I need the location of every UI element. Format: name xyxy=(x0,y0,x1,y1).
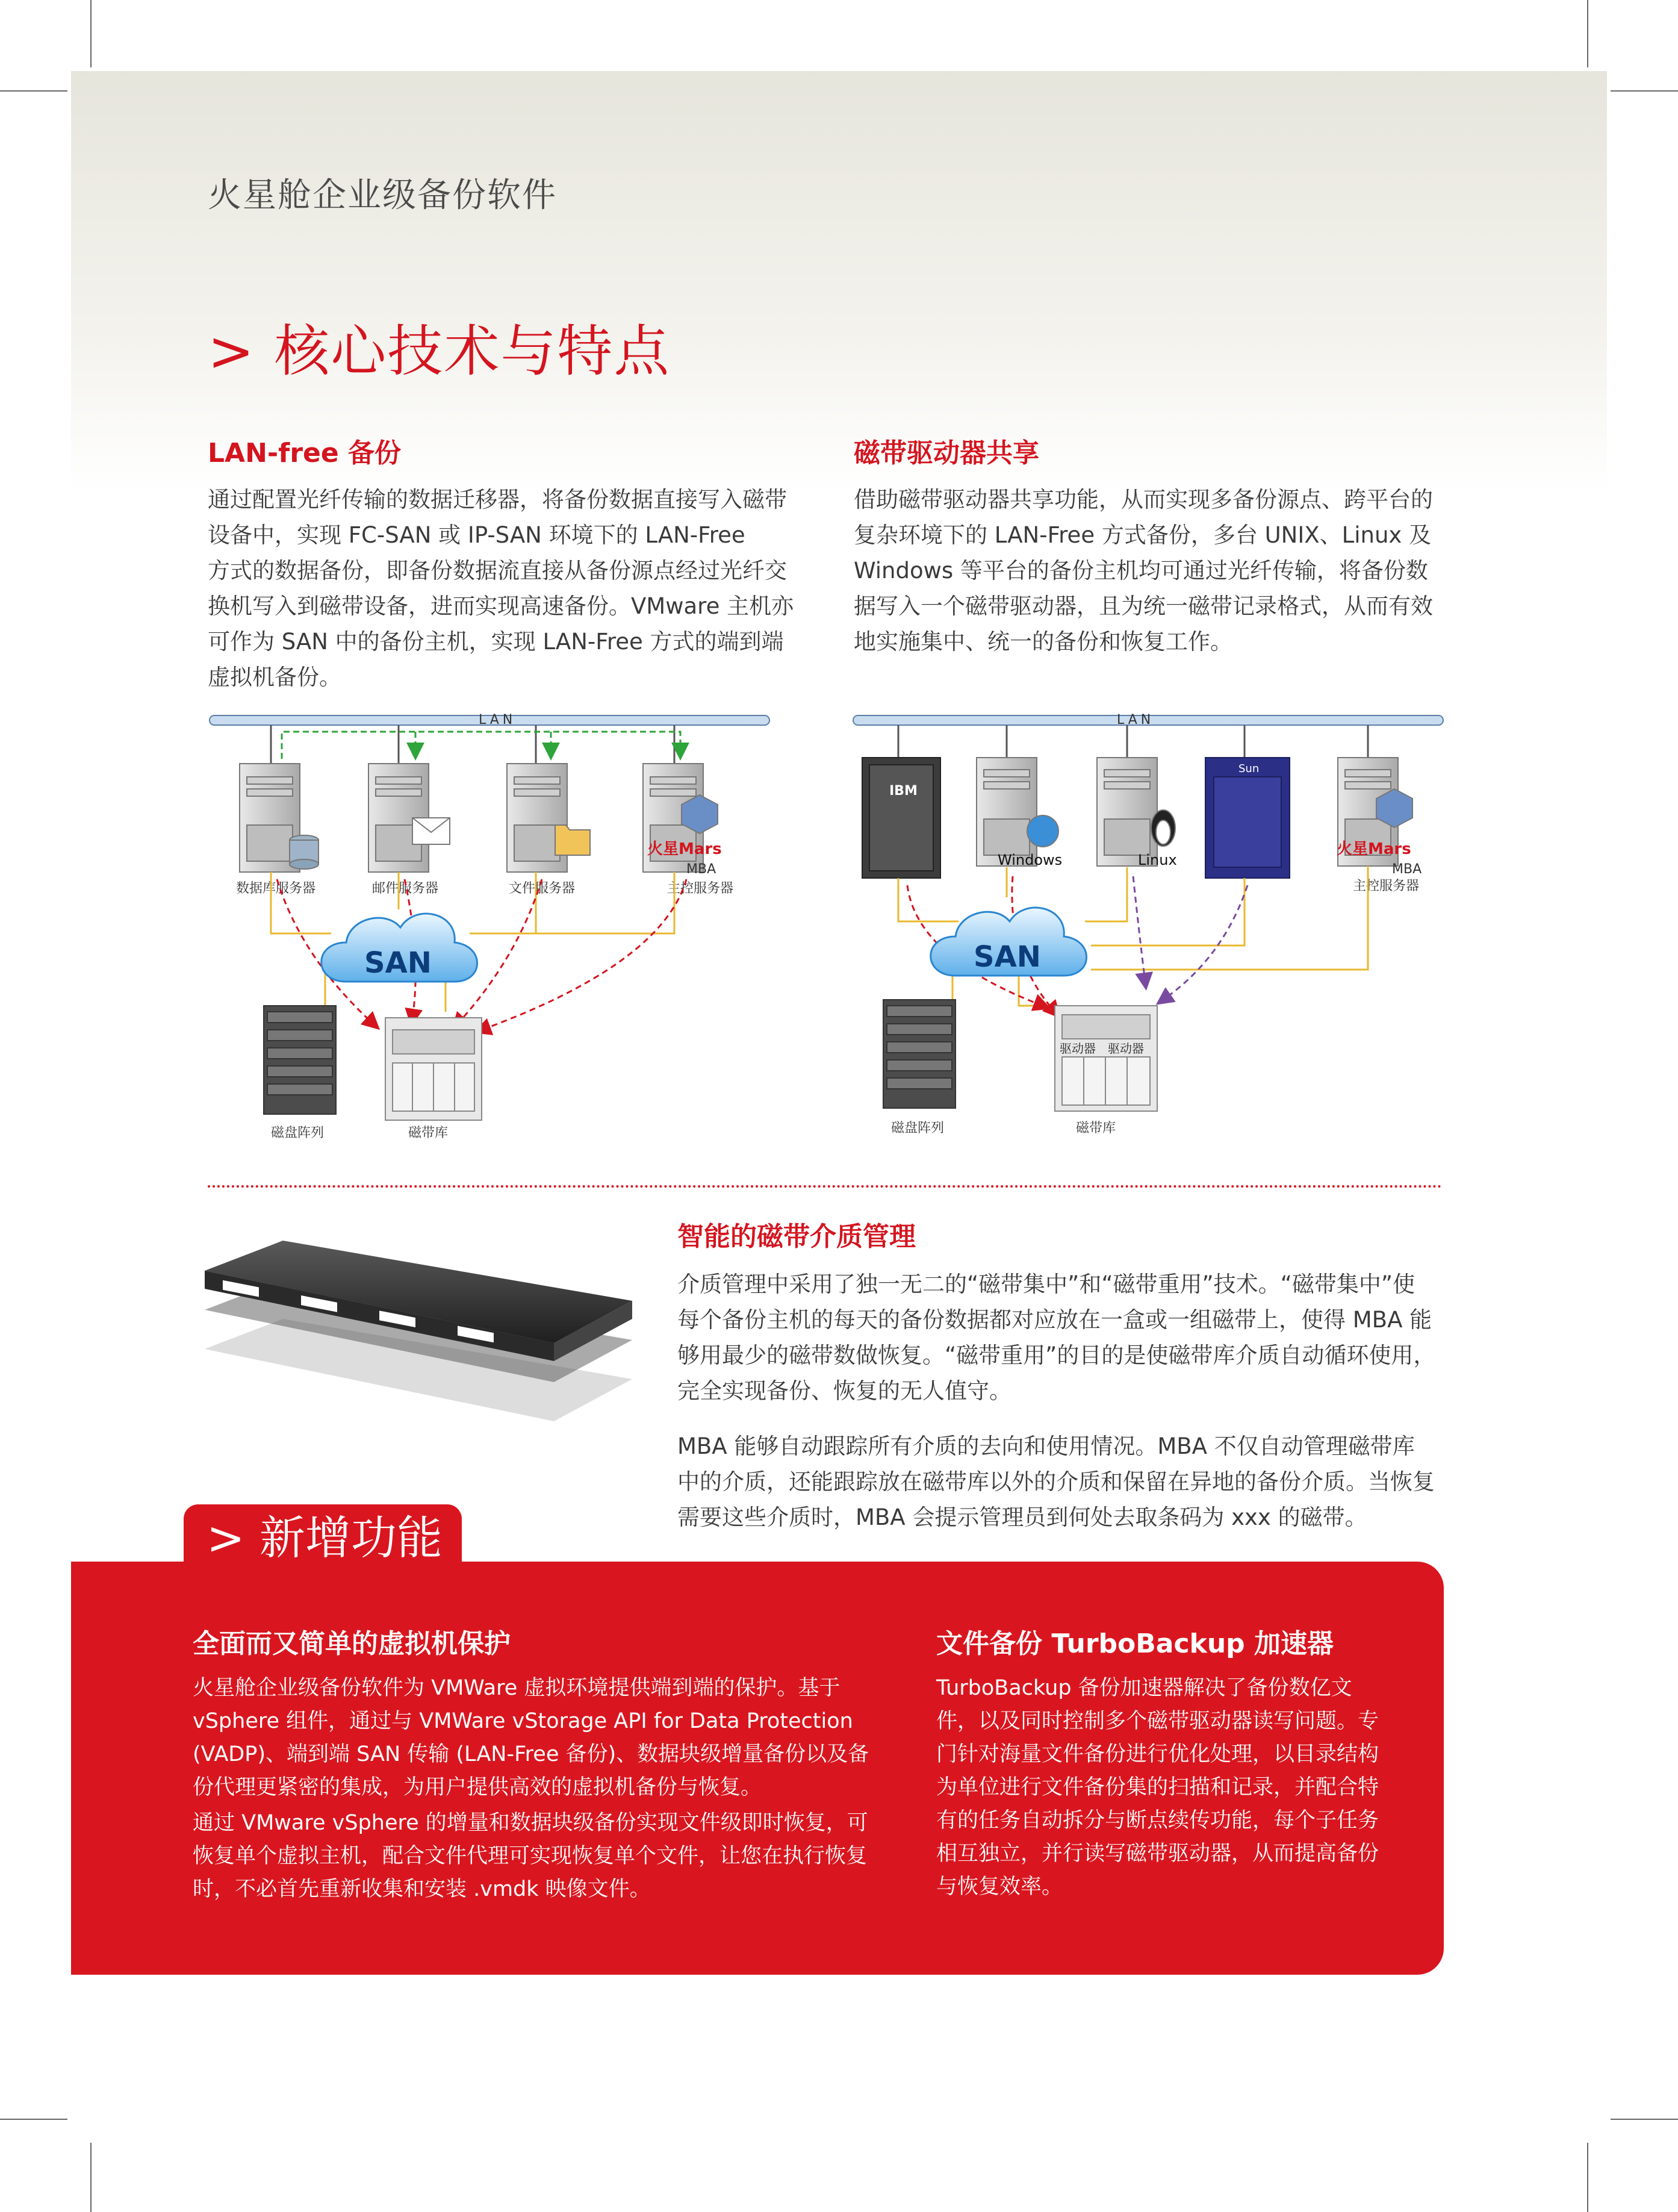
text-line: 够用最少的磁带数做恢复。“磁带重用”的目的是使磁带库介质自动循环使用， xyxy=(677,1342,1436,1368)
crop-mark xyxy=(1587,2143,1588,2212)
sun-label: Sun xyxy=(1238,762,1260,775)
windows-server xyxy=(977,758,1058,866)
text-line: 通过 VMware vSphere 的增量和数据块级备份实现文件级即时恢复，可 xyxy=(193,1811,868,1835)
mba-label: MBA xyxy=(1392,862,1422,877)
mail-server xyxy=(368,764,450,872)
text-line: 完全实现备份、恢复的无人值守。 xyxy=(677,1378,1011,1404)
text-line: TurboBackup 备份加速器解决了备份数亿文 xyxy=(936,1676,1352,1700)
crop-mark xyxy=(1611,90,1678,92)
san-label: SAN xyxy=(364,946,432,980)
text-line: 需要这些介质时，MBA 会提示管理员到何处去取条码为 xxx 的磁带。 xyxy=(677,1504,1367,1530)
linux-server xyxy=(1097,758,1175,866)
master-server-label: 主控服务器 xyxy=(667,881,734,896)
text-line: 门针对海量文件备份进行优化处理，以目录结构 xyxy=(936,1742,1379,1766)
text-line: 为单位进行文件备份集的扫描和记录，并配合特 xyxy=(936,1775,1379,1799)
text-line: 有的任务自动拆分与断点续传功能，每个子任务 xyxy=(936,1809,1379,1833)
text-line: 份代理更紧密的集成，为用户提供高效的虚拟机备份与恢复。 xyxy=(193,1775,762,1799)
media-paragraph-2 xyxy=(677,1428,1445,1535)
mba-label: MBA xyxy=(686,862,716,877)
text-line: 恢复单个虚拟主机，配合文件代理可实现恢复单个文件，让您在执行恢复 xyxy=(193,1844,868,1868)
text-line: vSphere 组件，通过与 VMWare vStorage API for Data Protection xyxy=(193,1709,853,1733)
vm-protection-title: 全面而又简单的虚拟机保护 xyxy=(193,1628,511,1659)
media-paragraph-1 xyxy=(677,1266,1445,1409)
text-line: 借助磁带驱动器共享功能，从而实现多备份源点、跨平台的 xyxy=(854,487,1433,512)
database-server-label: 数据库服务器 xyxy=(236,881,316,896)
sun-server xyxy=(1205,758,1290,878)
database-server xyxy=(240,764,319,872)
san-cloud xyxy=(322,914,477,982)
mars-logo: 火星Mars xyxy=(647,840,722,858)
drive-label-2: 驱动器 xyxy=(1108,1041,1144,1056)
tapeshare-paragraph xyxy=(854,482,1444,659)
text-line: 设备中，实现 FC-SAN 或 IP-SAN 环境下的 LAN-Free xyxy=(208,522,745,548)
disk-array xyxy=(883,1000,956,1108)
text-line: 复杂环境下的 LAN-Free 方式备份，多台 UNIX、Linux 及 xyxy=(854,522,1432,548)
lan-label: LAN xyxy=(479,712,517,727)
tape-library xyxy=(1055,1006,1157,1111)
turbobackup-title: 文件备份 TurboBackup 加速器 xyxy=(936,1628,1334,1659)
linux-label: Linux xyxy=(1138,852,1177,868)
lanfree-paragraph xyxy=(208,482,798,695)
crop-mark xyxy=(0,2119,67,2120)
ibm-label: IBM xyxy=(889,784,918,799)
text-line: 中的介质，还能跟踪放在磁带库以外的介质和保留在异地的备份介质。当恢复 xyxy=(677,1469,1435,1495)
crop-mark xyxy=(90,0,92,67)
disk-array-label: 磁盘阵列 xyxy=(271,1126,325,1141)
text-line: 通过配置光纤传输的数据迁移器，将备份数据直接写入磁带 xyxy=(208,487,787,512)
text-line: 虚拟机备份。 xyxy=(208,664,341,690)
tape-library-label: 磁带库 xyxy=(1076,1121,1116,1136)
san-label: SAN xyxy=(974,940,1041,974)
tape-library-label: 磁带库 xyxy=(408,1126,449,1141)
crop-mark xyxy=(90,2143,92,2212)
text-line: 地实施集中、统一的备份和恢复工作。 xyxy=(854,629,1232,655)
document-title: 火星舱企业级备份软件 xyxy=(208,176,557,215)
tape-library xyxy=(385,1018,482,1120)
tapeshare-diagram xyxy=(850,705,1446,1162)
section-title-core: > 核心技术与特点 xyxy=(208,319,671,384)
lanfree-diagram xyxy=(205,705,783,1162)
text-line: 时，不必首先重新收集和安装 .vmdk 映像文件。 xyxy=(193,1877,651,1901)
disk-array xyxy=(264,1006,336,1114)
ibm-server xyxy=(862,758,940,878)
text-line: 相互独立，并行读写磁带驱动器，从而提高备份 xyxy=(936,1842,1379,1866)
text-line: 方式的数据备份，即备份数据流直接从备份源点经过光纤交 xyxy=(208,558,787,584)
turbobackup-paragraph xyxy=(936,1672,1385,1904)
file-server-label: 文件服务器 xyxy=(509,881,576,896)
section-divider xyxy=(208,1185,1442,1188)
text-line: Windows 等平台的备份主机均可通过光纤传输，将备份数 xyxy=(854,558,1428,584)
mail-server-label: 邮件服务器 xyxy=(372,881,439,896)
text-line: 介质管理中采用了独一无二的“磁带集中”和“磁带重用”技术。“磁带集中”使 xyxy=(677,1271,1415,1297)
media-title: 智能的磁带介质管理 xyxy=(677,1221,916,1252)
text-line: 换机写入到磁带设备，进而实现高速备份。VMware 主机亦 xyxy=(208,593,794,619)
lan-label: LAN xyxy=(1117,712,1155,727)
drive-label-1: 驱动器 xyxy=(1060,1041,1096,1056)
text-line: 可作为 SAN 中的备份主机，实现 LAN-Free 方式的端到端 xyxy=(208,629,784,655)
crop-mark xyxy=(1587,0,1588,67)
text-line: (VADP)、端到端 SAN 传输 (LAN-Free 备份)、数据块级增量备份以及备 xyxy=(193,1742,869,1766)
master-server-label: 主控服务器 xyxy=(1353,879,1420,894)
san-cloud xyxy=(931,908,1087,976)
disk-array-label: 磁盘阵列 xyxy=(891,1121,945,1136)
crop-mark xyxy=(0,90,67,92)
text-line: MBA 能够自动跟踪所有介质的去向和使用情况。MBA 不仅自动管理磁带库 xyxy=(677,1433,1415,1459)
vm-paragraph-1 xyxy=(193,1672,884,1804)
text-line: 每个备份主机的每天的备份数据都对应放在一盒或一组磁带上，使得 MBA 能 xyxy=(677,1307,1432,1333)
vm-paragraph-2 xyxy=(193,1807,884,1906)
crop-mark xyxy=(1611,2119,1678,2120)
text-line: 火星舱企业级备份软件为 VMWare 虚拟环境提供端到端的保护。基于 xyxy=(193,1676,841,1700)
section-title-new: > 新增功能 xyxy=(184,1504,462,1571)
lanfree-title: LAN-free 备份 xyxy=(208,438,402,469)
text-line: 件，以及同时控制多个磁带驱动器读写问题。专 xyxy=(936,1709,1379,1733)
windows-label: Windows xyxy=(998,852,1063,868)
text-line: 据写入一个磁带驱动器，且为统一磁带记录格式，从而有效 xyxy=(854,593,1433,619)
text-line: 与恢复效率。 xyxy=(936,1875,1063,1899)
mars-logo: 火星Mars xyxy=(1337,840,1411,858)
tape-cartridges-illustration xyxy=(199,1204,638,1457)
tapeshare-title: 磁带驱动器共享 xyxy=(854,438,1039,469)
file-server xyxy=(507,764,590,872)
